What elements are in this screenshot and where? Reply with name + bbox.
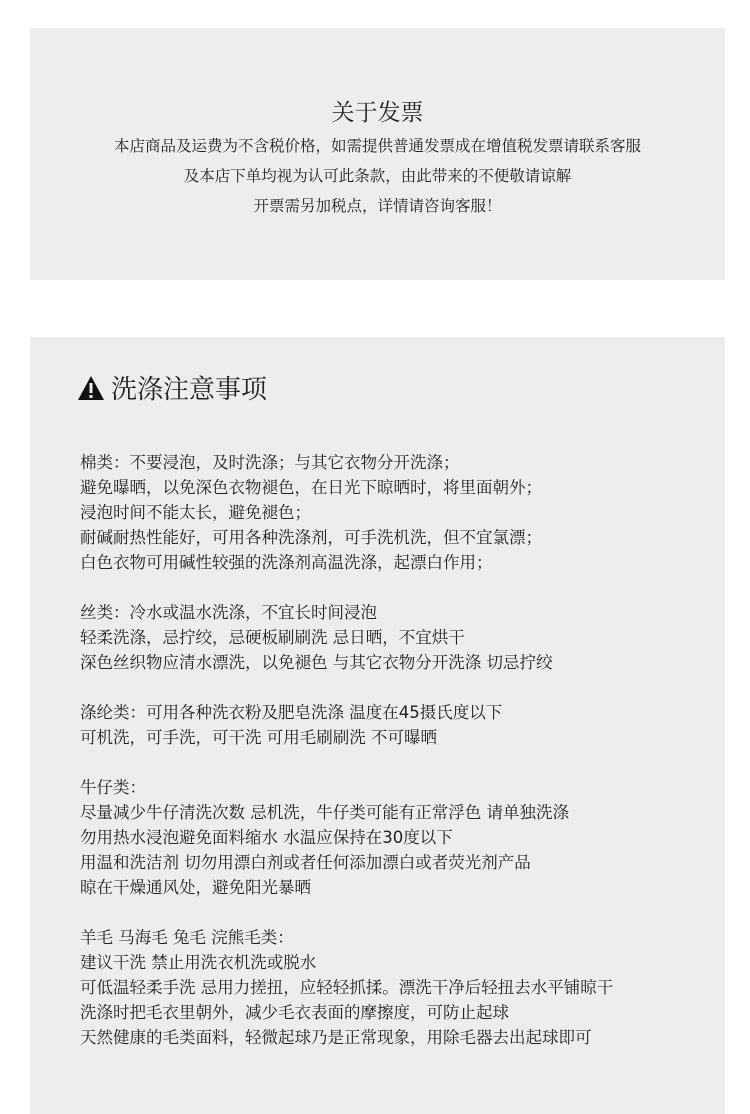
care-line: 可机洗，可手洗，可干洗 可用毛刷刷洗 不可曝晒 bbox=[80, 728, 437, 747]
invoice-line: 开票需另加税点，详情请咨询客服！ bbox=[253, 197, 502, 215]
washing-instructions-panel bbox=[30, 337, 725, 1114]
care-line: 轻柔洗涤，忌拧绞，忌硬板刷刷洗 忌日晒，不宜烘干 bbox=[80, 628, 465, 647]
polyester-section bbox=[80, 700, 720, 750]
care-body bbox=[80, 450, 720, 1075]
invoice-notice-panel bbox=[30, 28, 725, 280]
care-line: 用温和洗洁剂 切勿用漂白剂或者任何添加漂白或者荧光剂产品 bbox=[80, 853, 531, 872]
care-line: 深色丝织物应清水漂洗，以免褪色 与其它衣物分开洗涤 切忌拧绞 bbox=[80, 653, 553, 672]
care-title: 洗涤注意事项 bbox=[111, 375, 268, 405]
care-line: 天然健康的毛类面料，轻微起球乃是正常现象，用除毛器去出起球即可 bbox=[80, 1028, 592, 1047]
care-line: 牛仔类： bbox=[80, 778, 146, 797]
denim-section bbox=[80, 775, 720, 900]
invoice-text bbox=[30, 131, 725, 221]
care-heading bbox=[77, 373, 267, 407]
silk-section bbox=[80, 600, 720, 675]
care-line: 浸泡时间不能太长，避免褪色； bbox=[80, 503, 311, 522]
cotton-section bbox=[80, 450, 720, 575]
care-line: 避免曝晒，以免深色衣物褪色，在日光下晾晒时，将里面朝外； bbox=[80, 478, 542, 497]
care-line: 勿用热水浸泡避免面料缩水 水温应保持在30度以下 bbox=[80, 828, 453, 847]
warning-triangle-icon bbox=[77, 375, 111, 405]
wool-section bbox=[80, 925, 720, 1050]
care-line: 羊毛 马海毛 兔毛 浣熊毛类： bbox=[80, 928, 294, 947]
care-line: 洗涤时把毛衣里朝外，减少毛衣表面的摩擦度，可防止起球 bbox=[80, 1003, 509, 1022]
care-line: 晾在干燥通风处，避免阳光暴晒 bbox=[80, 878, 311, 897]
care-line: 涤纶类：可用各种洗衣粉及肥皂洗涤 温度在45摄氏度以下 bbox=[80, 703, 503, 722]
care-line: 棉类：不要浸泡，及时洗涤；与其它衣物分开洗涤； bbox=[80, 453, 460, 472]
care-line: 可低温轻柔手洗 忌用力搓扭，应轻轻抓揉。漂洗干净后轻扭去水平铺晾干 bbox=[80, 978, 614, 997]
invoice-title: 关于发票 bbox=[331, 100, 424, 126]
care-line: 白色衣物可用碱性较强的洗涤剂高温洗涤，起漂白作用； bbox=[80, 553, 493, 572]
care-line: 耐碱耐热性能好，可用各种洗涤剂，可手洗机洗，但不宜氯漂； bbox=[80, 528, 542, 547]
care-line: 建议干洗 禁止用洗衣机洗或脱水 bbox=[80, 953, 317, 972]
invoice-line: 及本店下单均视为认可此条款，由此带来的不便敬请谅解 bbox=[183, 167, 572, 185]
care-line: 尽量减少牛仔清洗次数 忌机洗，牛仔类可能有正常浮色 请单独洗涤 bbox=[80, 803, 569, 822]
care-line: 丝类：冷水或温水洗涤，不宜长时间浸泡 bbox=[80, 603, 377, 622]
invoice-line: 本店商品及运费为不含税价格，如需提供普通发票成在增值税发票请联系客服 bbox=[113, 137, 641, 155]
